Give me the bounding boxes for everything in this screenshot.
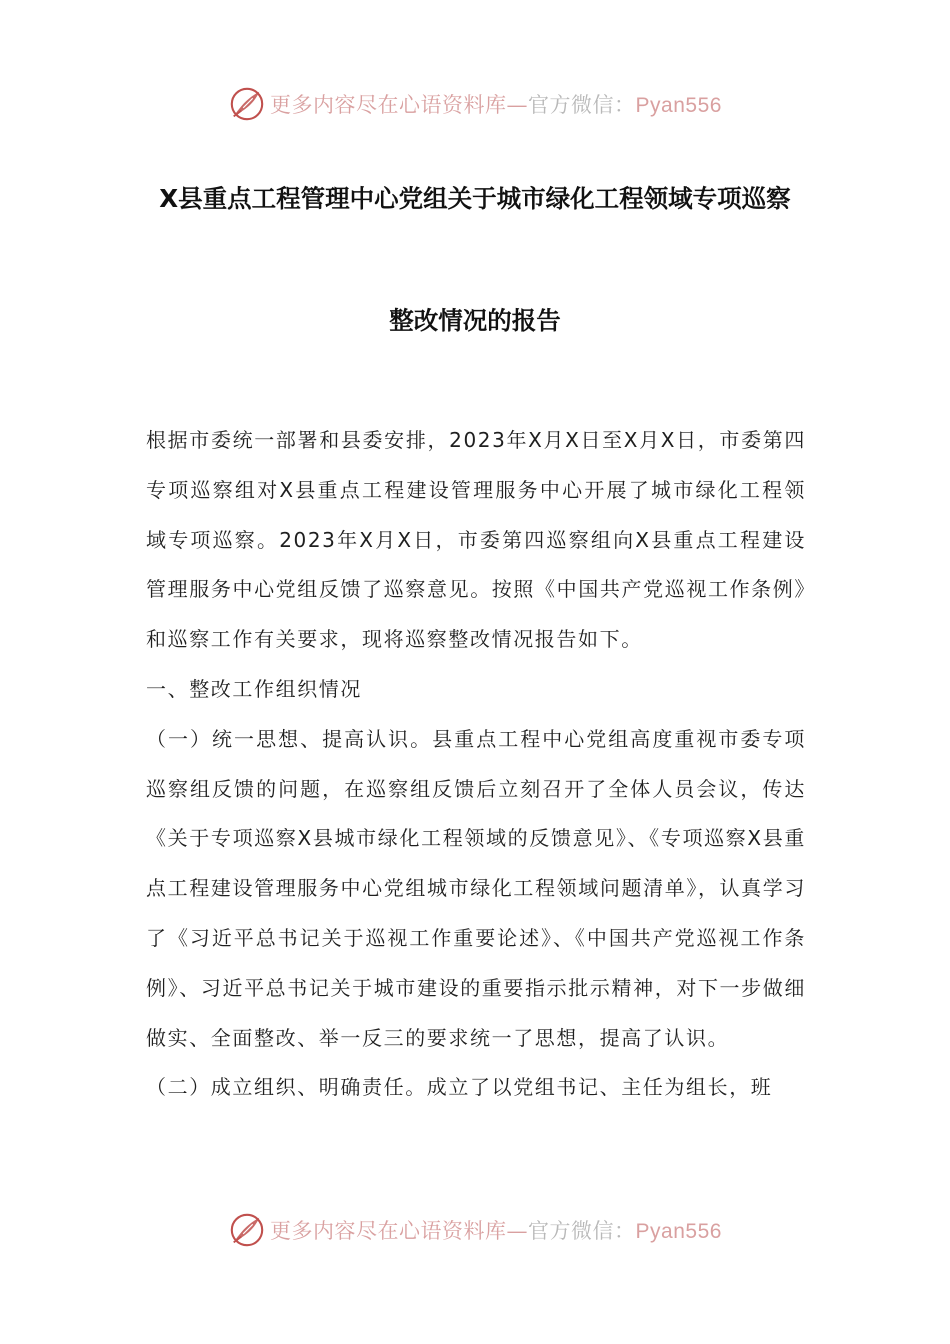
banner-separator: —: [506, 93, 529, 117]
banner-separator: —: [506, 1219, 529, 1243]
paragraph-intro: 根据市委统一部署和县委安排，2023年X月X日至X月X日，市委第四专项巡察组对X县重点工程建设管理服务中心开展了城市绿化工程领域专项巡察。2023年X月X日，市委第四巡察组向X县重点工程建设管理服务中心党组反馈了巡察意见。按照《中国共产党巡视工作条例》和巡察工作有关要求，现将巡察整改情况报告如下。: [146, 428, 806, 652]
banner-site-text: 更多内容尽在心语资料库: [270, 1219, 507, 1243]
banner-site-text: 更多内容尽在心语资料库: [270, 93, 507, 117]
banner-account: Pyan556: [635, 1220, 722, 1243]
quill-pen-logo-icon: [228, 1211, 266, 1249]
banner-wechat-label: 官方微信：: [528, 1219, 636, 1243]
document-title-line2: 整改情况的报告: [389, 306, 561, 335]
banner-text: [270, 89, 722, 119]
section-heading-1: 一、整改工作组织情况: [146, 676, 362, 701]
paragraph-section-1-2: （二）成立组织、明确责任。成立了以党组书记、主任为组长，班: [146, 1075, 773, 1100]
quill-pen-logo-icon: [228, 85, 266, 123]
paragraph-section-1-1: （一）统一思想、提高认识。县重点工程中心党组高度重视市委专项巡察组反馈的问题，在巡察组反馈后立刻召开了全体人员会议，传达《关于专项巡察X县城市绿化工程领域的反馈意见》、《专项巡察X县重点工程建设管理服务中心党组城市绿化工程领域问题清单》，认真学习了《习近平总书记关于巡视工作重要论述》、《中国共产党巡视工作条例》、习近平总书记关于城市建设的重要指示批示精神，对下一步做细做实、全面整改、举一反三的要求统一了思想，提高了认识。: [146, 726, 806, 1050]
header-banner: [0, 84, 950, 124]
banner-text: [270, 1215, 722, 1245]
banner-account: Pyan556: [635, 94, 722, 117]
footer-banner: [0, 1210, 950, 1250]
document-title-line1: X县重点工程管理中心党组关于城市绿化工程领域专项巡察: [159, 184, 791, 213]
document-body: [146, 416, 806, 1113]
banner-wechat-label: 官方微信：: [528, 93, 636, 117]
